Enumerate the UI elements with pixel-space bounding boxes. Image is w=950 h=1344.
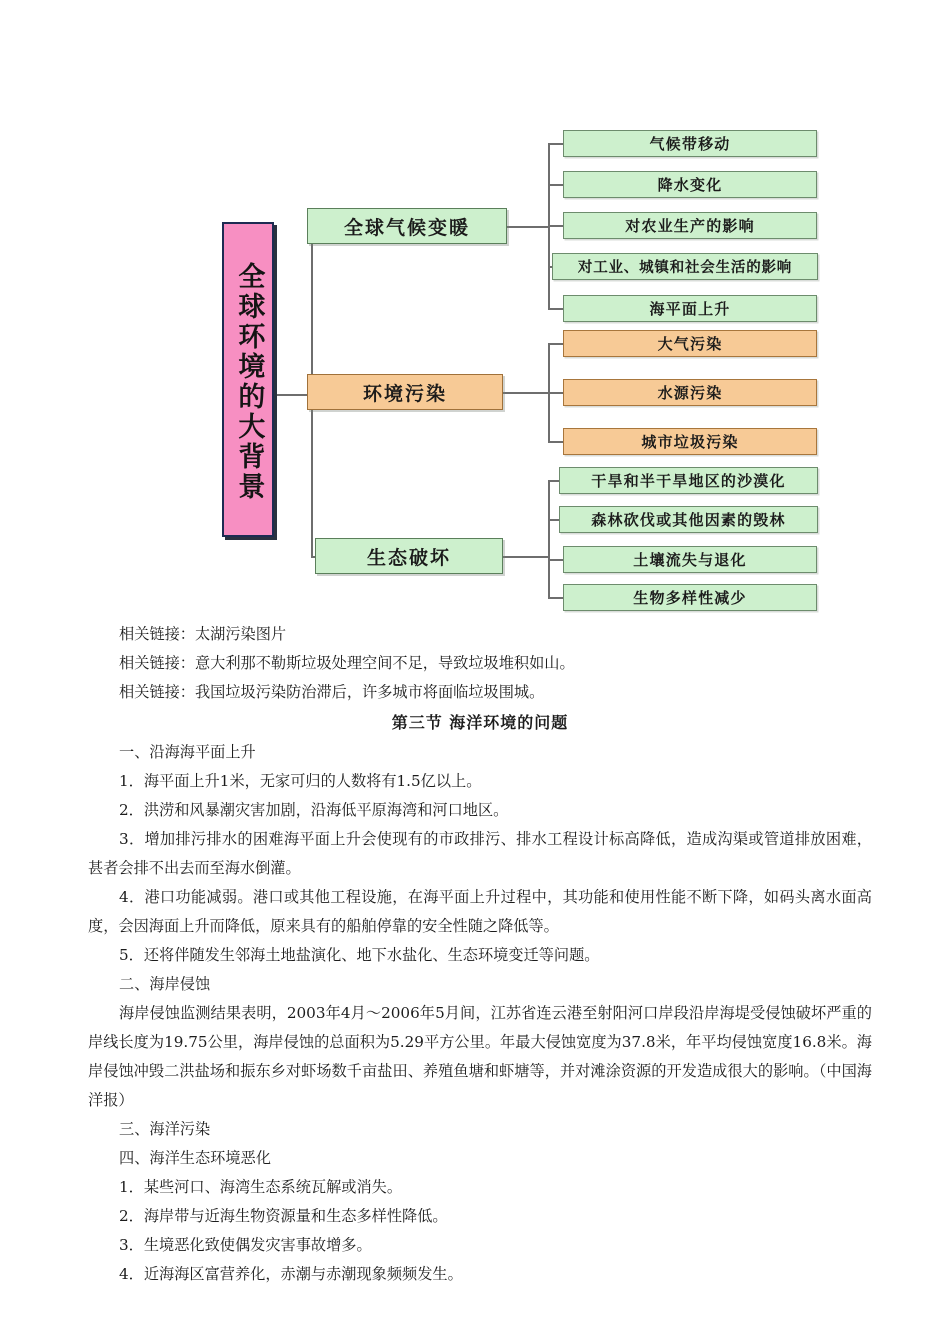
connector-pollution-leaf-1 [548, 343, 563, 345]
diagram-leaf-node: 气候带移动 [563, 130, 817, 157]
diagram-leaf-node: 森林砍伐或其他因素的毁林 [559, 506, 818, 533]
diagram-root-node: 全球环境的大背景 [222, 222, 274, 537]
connector-climate-stub [507, 226, 549, 228]
subsection-heading: 三、海洋污染 [119, 1120, 211, 1138]
document-body [0, 620, 950, 1289]
related-link: 相关链接：太湖污染图片 [119, 625, 287, 643]
connector-eco-leaf-3 [548, 559, 563, 561]
diagram-leaf-node: 干旱和半干旱地区的沙漠化 [559, 467, 818, 494]
list-item: 3．生境恶化致使偶发灾害事故增多。 [119, 1236, 372, 1254]
diagram-branch-node-pollution: 环境污染 [307, 374, 503, 410]
subsection-heading: 四、海洋生态环境恶化 [119, 1149, 271, 1167]
list-item: 1．某些河口、海湾生态系统瓦解或消失。 [119, 1178, 403, 1196]
diagram-leaf-node: 降水变化 [563, 171, 817, 198]
list-item: 1．海平面上升1米，无家可归的人数将有1.5亿以上。 [119, 772, 482, 790]
list-item: 4．近海海区富营养化，赤潮与赤潮现象频频发生。 [119, 1265, 463, 1283]
list-item: 2．海岸带与近海生物资源量和生态多样性降低。 [119, 1207, 448, 1225]
list-item: 2．洪涝和风暴潮灾害加剧，沿海低平原海湾和河口地区。 [119, 801, 509, 819]
related-link: 相关链接：意大利那不勒斯垃圾处理空间不足，导致垃圾堆积如山。 [119, 654, 575, 672]
diagram-leaf-node: 土壤流失与退化 [563, 546, 817, 573]
connector-climate-leaf-1 [548, 143, 563, 145]
subsection-heading: 二、海岸侵蚀 [119, 975, 211, 993]
connector-pollution-leaf-2 [548, 392, 563, 394]
related-link: 相关链接：我国垃圾污染防治滞后，许多城市将面临垃圾围城。 [119, 683, 545, 701]
connector-climate-leaf-5 [548, 308, 563, 310]
diagram-branch-node-ecology: 生态破坏 [315, 538, 503, 574]
connector-eco-trunk [548, 480, 550, 598]
diagram-leaf-node: 对工业、城镇和社会生活的影响 [552, 253, 818, 280]
diagram-leaf-node: 城市垃圾污染 [563, 428, 817, 455]
section-title: 第三节 海洋环境的问题 [391, 713, 569, 732]
list-item: 4．港口功能减弱。港口或其他工程设施，在海平面上升过程中，其功能和使用性能不断下降，如码头离水面高度，会因海面上升而降低，原来具有的船舶停靠的安全性随之降低等。 [88, 888, 872, 935]
diagram-leaf-node: 生物多样性减少 [563, 584, 817, 611]
connector-climate-leaf-3 [548, 225, 563, 227]
environment-mindmap-diagram [0, 0, 950, 620]
list-item: 5．还将伴随发生邻海土地盐演化、地下水盐化、生态环境变迁等问题。 [119, 946, 600, 964]
connector-climate-leaf-2 [548, 184, 563, 186]
diagram-leaf-node: 对农业生产的影响 [563, 212, 817, 239]
connector-pollution-leaf-3 [548, 441, 563, 443]
diagram-leaf-node: 水源污染 [563, 379, 817, 406]
subsection-heading: 一、沿海海平面上升 [119, 743, 256, 761]
connector-eco-leaf-4 [548, 597, 563, 599]
diagram-branch-node-climate: 全球气候变暖 [307, 208, 507, 244]
paragraph: 海岸侵蚀监测结果表明，2003年4月～2006年5月间，江苏省连云港至射阳河口岸段沿岸海堤受侵蚀破坏严重的岸线长度为19.75公里，海岸侵蚀的总面积为5.29平方公里。年最大侵蚀宽度为37.8米，年平均侵蚀宽度16.8米。海岸侵蚀冲毁二洪盐场和振东乡对虾场数千亩盐田、养殖鱼塘和虾塘等，并对滩涂资源的开发造成很大的影响。（中国海洋报） [88, 1004, 872, 1109]
list-item: 3．增加排污排水的困难海平面上升会使现有的市政排污、排水工程设计标高降低，造成沟渠或管道排放困难，甚者会排不出去而至海水倒灌。 [88, 830, 872, 877]
connector-eco-stub [503, 556, 549, 558]
diagram-leaf-node: 海平面上升 [563, 295, 817, 322]
connector-pollution-stub [503, 392, 549, 394]
diagram-leaf-node: 大气污染 [563, 330, 817, 357]
